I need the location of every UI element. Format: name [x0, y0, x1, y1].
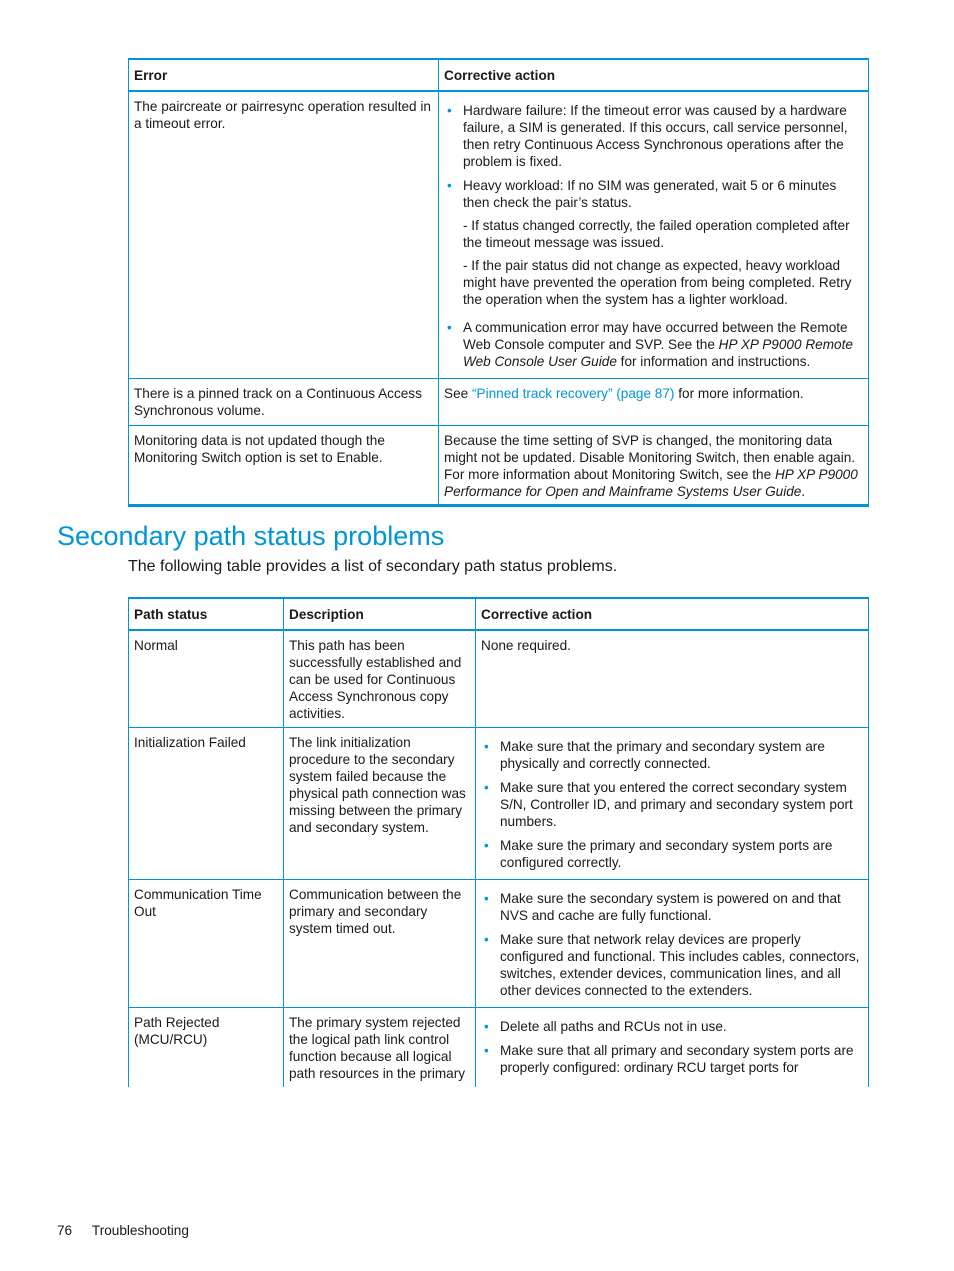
error-cell: There is a pinned track on a Continuous Access Synchronous volume. — [129, 378, 439, 425]
list-item: • Make sure that network relay devices are properly configured and functional. This includes cables, connectors, switches, extender devices, communication lines, and all other devices connected to the extenders. — [481, 931, 863, 999]
description-cell: Communication between the primary and secondary system timed out. — [284, 879, 476, 1007]
sub-paragraph: - If the pair status did not change as expected, heavy workload might have prevented the operation from being completed. Retry the operation when the system has a lighter workload. — [463, 258, 852, 307]
page-number: 76 — [57, 1223, 73, 1238]
path-status-cell: Communication Time Out — [129, 879, 284, 1007]
error-table — [128, 58, 869, 507]
list-item: • Delete all paths and RCUs not in use. — [481, 1018, 863, 1035]
section-intro: The following table provides a list of secondary path status problems. — [128, 558, 618, 575]
table-header-row — [129, 59, 869, 91]
section-heading: Secondary path status problems — [57, 521, 445, 551]
list-item: • Make sure that all primary and secondary system ports are properly configured: ordinary RCU target ports for — [481, 1042, 863, 1076]
corrective-action-cell — [476, 1007, 869, 1087]
cell-text: Because the time setting of SVP is changed, the monitoring data might not be updated. Disable Monitoring Switch, then enable again. For more information about Monitoring Switch, see the — [444, 432, 856, 482]
table-row — [129, 91, 869, 378]
corrective-action-cell: None required. — [476, 630, 869, 727]
list-item: • Make sure that you entered the correct secondary system S/N, Controller ID, and primary and secondary system port numbers. — [481, 779, 863, 830]
sub-paragraph: - If status changed correctly, the failed operation completed after the timeout message was issued. — [463, 218, 850, 250]
corrective-action-cell — [439, 425, 869, 505]
page-footer — [57, 1222, 189, 1239]
column-header-corrective-action: Corrective action — [439, 59, 869, 91]
table-row — [129, 1007, 869, 1087]
description-cell: This path has been successfully established and can be used for Continuous Access Synchronous copy activities. — [284, 630, 476, 727]
bullet-list — [444, 102, 863, 370]
column-header-corrective-action: Corrective action — [476, 598, 869, 630]
corrective-action-cell — [476, 879, 869, 1007]
list-item: • Make sure the primary and secondary system ports are configured correctly. — [481, 837, 863, 871]
description-cell: The primary system rejected the logical path link control function because all logical path resources in the primary — [284, 1007, 476, 1087]
table-row — [129, 425, 869, 505]
guide-title: HP XP P9000 Remote Web Console User Guide — [463, 337, 853, 369]
cell-text: . — [801, 483, 806, 499]
corrective-action-cell — [439, 91, 869, 378]
list-item: • Hardware failure: If the timeout error was caused by a hardware failure, a SIM is generated. If this occurs, call service personnel, then retry Continuous Access Synchronous operations after the problem is fixed. — [444, 102, 863, 170]
table-row — [129, 378, 869, 425]
list-item-text: A communication error may have occurred between the Remote Web Console computer and SVP. See the — [463, 320, 848, 352]
cell-text: See — [444, 385, 472, 401]
error-cell: Monitoring data is not updated though the Monitoring Switch option is set to Enable. — [129, 425, 439, 505]
corrective-action-cell — [439, 378, 869, 425]
path-status-cell: Path Rejected (MCU/RCU) — [129, 1007, 284, 1087]
cell-text: for more information. — [674, 385, 804, 401]
path-status-cell: Initialization Failed — [129, 727, 284, 879]
table-row — [129, 879, 869, 1007]
list-item-text: Heavy workload: If no SIM was generated, wait 5 or 6 minutes then check the pair’s status. — [463, 178, 837, 210]
list-item — [444, 177, 863, 308]
table-row — [129, 630, 869, 727]
guide-title: HP XP P9000 Performance for Open and Mainframe Systems User Guide — [444, 466, 858, 499]
list-item: • Make sure the secondary system is powered on and that NVS and cache are fully functional. — [481, 890, 863, 924]
list-item-text: for information and instructions. — [616, 354, 811, 369]
bullet-list — [481, 890, 863, 999]
table-header-row — [129, 598, 869, 630]
pinned-track-recovery-link[interactable]: “Pinned track recovery” (page 87) — [471, 385, 675, 401]
column-header-path-status: Path status — [129, 598, 284, 630]
list-item — [444, 319, 863, 370]
column-header-error: Error — [129, 59, 439, 91]
column-header-description: Description — [284, 598, 476, 630]
footer-section-title: Troubleshooting — [91, 1223, 189, 1238]
path-status-table — [128, 597, 869, 1087]
bullet-list — [481, 1018, 863, 1076]
error-cell: The paircreate or pairresync operation resulted in a timeout error. — [129, 91, 439, 378]
corrective-action-cell — [476, 727, 869, 879]
bullet-list — [481, 738, 863, 871]
table-row — [129, 727, 869, 879]
path-status-cell: Normal — [129, 630, 284, 727]
description-cell: The link initialization procedure to the secondary system failed because the physical path connection was missing between the primary and secondary system. — [284, 727, 476, 879]
list-item: • Make sure that the primary and secondary system are physically and correctly connected. — [481, 738, 863, 772]
